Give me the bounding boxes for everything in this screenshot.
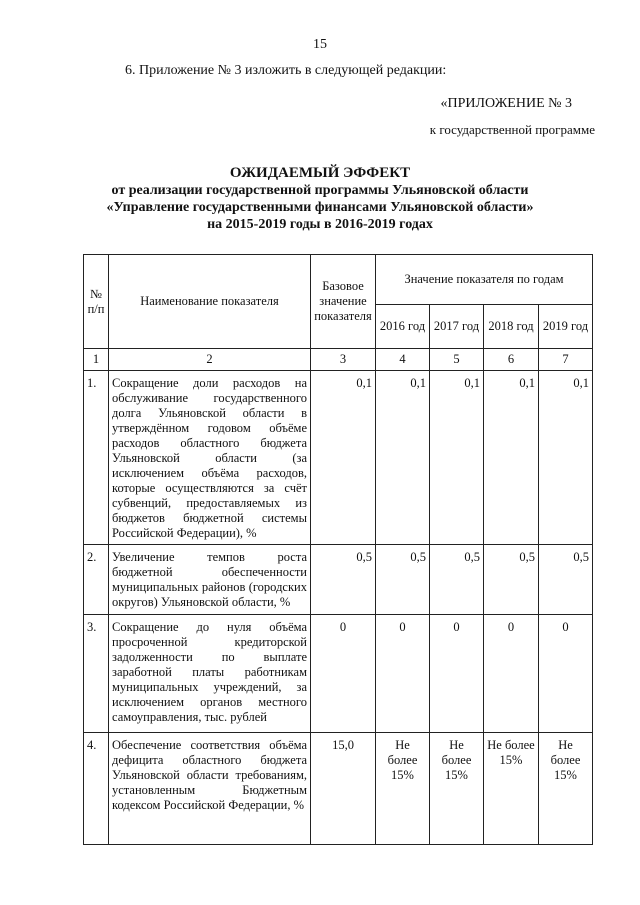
row-value: 0 [430, 615, 484, 733]
table-row [84, 371, 593, 545]
header-year: 2018 год [484, 305, 539, 349]
row-name: Обеспечение соответствия объёма дефицита областного бюджета Ульяновской области требованиям, установленным Бюджетным кодексом Российской Федерации, % [109, 733, 311, 845]
row-value: Не более 15% [539, 733, 593, 845]
column-number: 6 [484, 349, 539, 371]
row-value: 0,5 [484, 545, 539, 615]
row-name: Увеличение темпов роста бюджетной обеспеченности муниципальных районов (городских округов) Ульяновской области, % [109, 545, 311, 615]
column-number: 4 [376, 349, 430, 371]
row-value: 0,1 [539, 371, 593, 545]
row-value: 0,5 [430, 545, 484, 615]
row-value: 0,5 [539, 545, 593, 615]
row-value: 0 [376, 615, 430, 733]
column-number: 3 [311, 349, 376, 371]
row-value: 0,1 [484, 371, 539, 545]
page-number: 15 [313, 37, 327, 52]
appendix-subtitle: к государственной программе [429, 122, 595, 137]
heading-title: ОЖИДАЕМЫЙ ЭФФЕКТ [229, 165, 411, 181]
row-value: 0,5 [376, 545, 430, 615]
row-num: 3. [84, 615, 109, 733]
row-num: 4. [84, 733, 109, 845]
column-number: 1 [84, 349, 109, 371]
row-value: 0 [484, 615, 539, 733]
heading-line-2: «Управление государственными финансами Ульяновской области» [106, 200, 534, 215]
row-num: 1. [84, 371, 109, 545]
header-by-years: Значение показателя по годам [376, 255, 593, 305]
row-name: Сокращение доли расходов на обслуживание государственного долга Ульяновской области в утверждённом годовом объёме расходов областного бюджета Ульяновской области (за исключением объёма расходов, которые осуществляются за счёт субвенций, предоставляемых из бюджетов бюджетной системы Российской Федерации), % [109, 371, 311, 545]
row-base: 15,0 [311, 733, 376, 845]
column-number: 5 [430, 349, 484, 371]
header-year: 2019 год [539, 305, 593, 349]
effect-table [83, 254, 593, 845]
header-name: Наименование показателя [109, 255, 311, 349]
row-value: 0 [539, 615, 593, 733]
row-base: 0,1 [311, 371, 376, 545]
header-year: 2016 год [376, 305, 430, 349]
row-num: 2. [84, 545, 109, 615]
row-name: Сокращение до нуля объёма просроченной кредиторской задолженности по выплате заработной платы работникам муниципальных учреждений, за исключением органов местного самоуправления, тыс. рублей [109, 615, 311, 733]
row-value: 0,1 [430, 371, 484, 545]
row-base: 0 [311, 615, 376, 733]
row-value: Не более 15% [430, 733, 484, 845]
table-row [84, 733, 593, 845]
table-row [84, 545, 593, 615]
document-heading [0, 164, 640, 233]
row-value: 0,1 [376, 371, 430, 545]
heading-line-3: на 2015-2019 годы в 2016-2019 годах [207, 217, 433, 232]
column-number: 7 [539, 349, 593, 371]
heading-line-1: от реализации государственной программы Ульяновской области [111, 183, 529, 198]
column-number: 2 [109, 349, 311, 371]
header-base: Базовое значение показателя [311, 255, 376, 349]
intro-paragraph: 6. Приложение № 3 изложить в следующей редакции: [125, 63, 447, 78]
header-year: 2017 год [430, 305, 484, 349]
table-row [84, 615, 593, 733]
row-value: Не более 15% [484, 733, 539, 845]
row-base: 0,5 [311, 545, 376, 615]
header-num: № п/п [84, 255, 109, 349]
column-number-row [84, 349, 593, 371]
row-value: Не более 15% [376, 733, 430, 845]
appendix-title: «ПРИЛОЖЕНИЕ № 3 [440, 96, 572, 111]
